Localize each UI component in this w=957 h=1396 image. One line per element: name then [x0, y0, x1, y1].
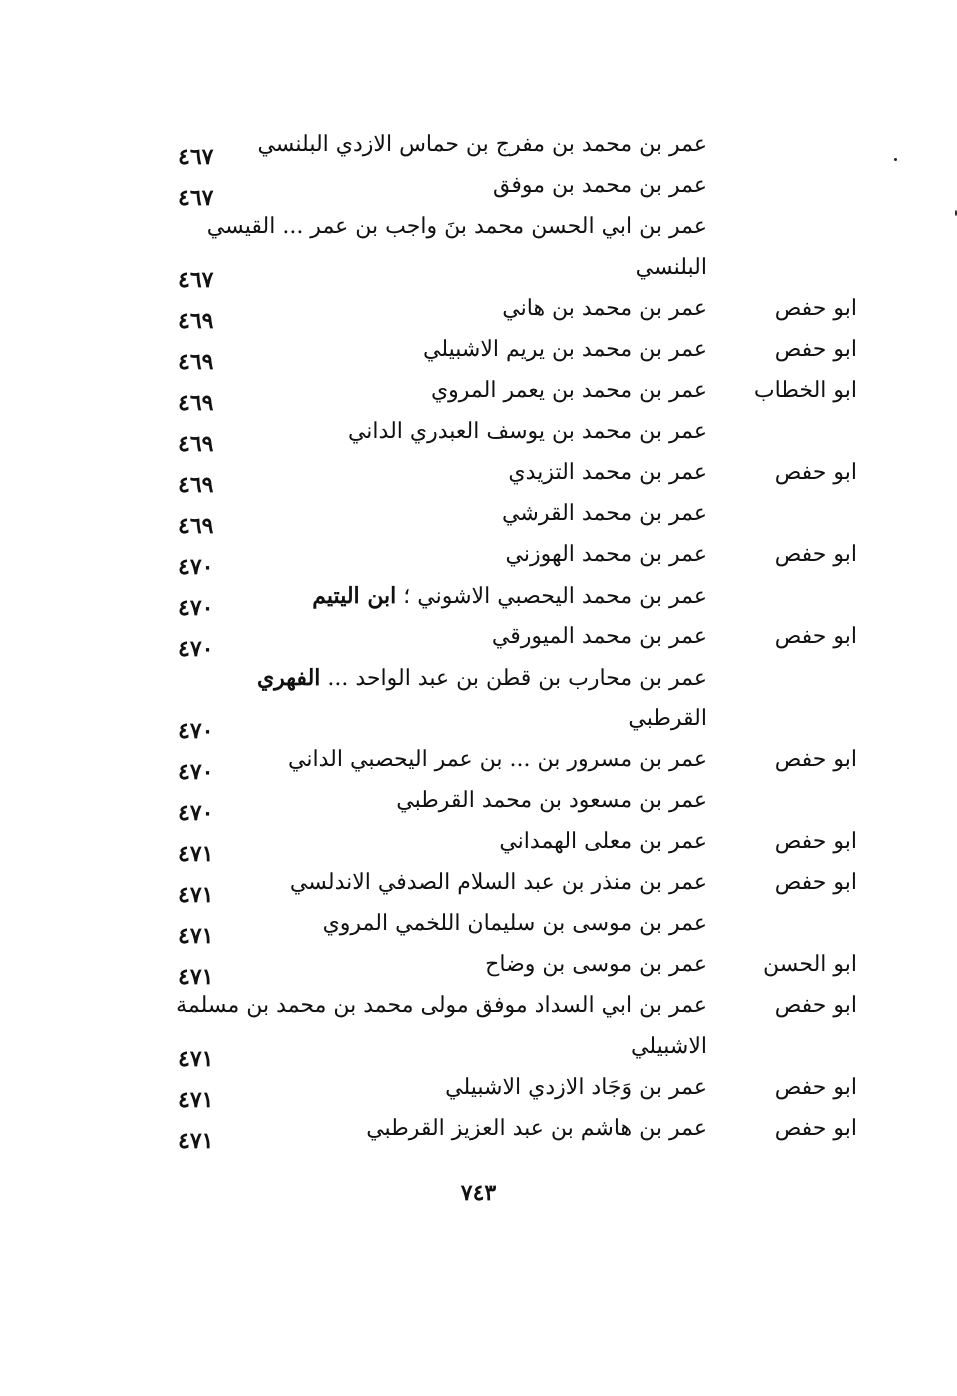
entry-kunya: ابو حفص	[774, 1075, 857, 1100]
entry-page-number: ٤٧٠	[178, 595, 214, 621]
entry-name	[323, 911, 707, 936]
entry-page-number: ٤٦٩	[178, 513, 214, 539]
entry-name	[290, 870, 707, 895]
entry-name	[431, 378, 707, 403]
entry-name-text: عمر بن محمد القرشي	[502, 501, 707, 526]
entry-kunya: ابو الخطاب	[753, 378, 857, 403]
entry-name-text: عمر بن وَجَاد الازدي الاشبيلي	[445, 1075, 707, 1100]
index-entry	[0, 419, 957, 460]
entry-name-text: عمر بن محمد بن يريم الاشبيلي	[423, 337, 707, 362]
entry-name-text: عمر بن مسرور بن ... بن عمر اليحصبي الداني	[288, 747, 707, 772]
entry-name	[366, 1116, 707, 1141]
entry-kunya: ابو حفص	[774, 1116, 857, 1141]
entry-name-text: عمر بن محمد بن مفرج بن حماس الازدي البلنسي	[257, 132, 707, 157]
entry-name-text: عمر بن ابي الحسن محمد بنَ واجب بن عمر ... القيسي	[206, 214, 707, 239]
index-entry	[0, 624, 957, 665]
entry-kunya: ابو حفص	[774, 747, 857, 772]
entry-name-text: عمر بن ابي السداد موفق مولى محمد بن محمد بن مسلمة	[176, 993, 707, 1018]
entry-name-text: عمر بن محمد بن يعمر المروي	[430, 378, 707, 403]
entry-name	[257, 132, 707, 157]
entry-page-number: ٤٦٧	[178, 185, 214, 211]
entry-page-number: ٤٧٠	[178, 759, 214, 785]
entry-name	[445, 1075, 707, 1100]
entry-name	[312, 583, 707, 609]
entry-kunya: ابو حفص	[774, 829, 857, 854]
entry-name	[508, 460, 707, 485]
entry-name-text: عمر بن محارب بن قطن بن عبد الواحد ...	[327, 666, 707, 691]
entry-name-text: عمر بن محمد الهوزني	[505, 542, 707, 567]
entry-page-number: ٤٧٠	[178, 718, 214, 744]
entry-page-number: ٤٧١	[178, 1128, 214, 1154]
index-entry	[0, 214, 957, 296]
entry-page-number: ٤٧١	[178, 964, 214, 990]
index-entry	[0, 542, 957, 583]
entry-name-text: عمر بن موسى بن وضاح	[485, 952, 707, 977]
entry-name	[502, 501, 707, 526]
entry-page-number: ٤٧١	[178, 1087, 214, 1113]
entry-name-bold: ابن اليتيم	[312, 583, 397, 609]
index-entry	[0, 911, 957, 952]
entry-page-number: ٤٦٩	[178, 349, 214, 375]
entry-page-number: ٤٧١	[178, 882, 214, 908]
entry-name-text: عمر بن محمد بن موفق	[493, 173, 707, 198]
entry-name-text: عمر بن محمد اليحصبي الاشوني ؛	[403, 584, 707, 609]
index-entry	[0, 1075, 957, 1116]
index-entry	[0, 460, 957, 501]
entry-page-number: ٤٦٩	[178, 472, 214, 498]
index-entry	[0, 173, 957, 214]
entry-kunya: ابو حفص	[774, 460, 857, 485]
entry-name	[288, 747, 707, 772]
entry-kunya: ابو حفص	[774, 296, 857, 321]
entry-kunya: ابو حفص	[774, 624, 857, 649]
entry-name-text: عمر بن معلى الهمداني	[499, 829, 707, 854]
entry-page-number: ٤٦٩	[178, 308, 214, 334]
entry-kunya: ابو حفص	[774, 542, 857, 567]
index-entry	[0, 993, 957, 1075]
index-entry	[0, 296, 957, 337]
index-entry	[0, 1116, 957, 1157]
entry-kunya: ابو حفص	[774, 870, 857, 895]
entry-page-number: ٤٦٧	[178, 144, 214, 170]
index-entry	[0, 337, 957, 378]
entry-page-number: ٤٧٠	[178, 800, 214, 826]
footer-page-number: ٧٤٣	[460, 1180, 497, 1206]
entry-name-text: عمر بن محمد بن يوسف العبدري الداني	[347, 419, 707, 444]
entry-name-bold: الفهري	[256, 665, 321, 691]
index-entry	[0, 952, 957, 993]
index-entry	[0, 788, 957, 829]
entry-name-text: عمر بن منذر بن عبد السلام الصدفي الاندلسي	[289, 870, 707, 895]
entry-name-text: عمر بن محمد الميورقي	[491, 624, 707, 649]
entry-name-text: عمر بن هاشم بن عبد العزيز القرطبي	[366, 1116, 707, 1141]
entry-name	[499, 829, 707, 854]
entry-page-number: ٤٧١	[178, 841, 214, 867]
entry-name	[502, 296, 707, 321]
entry-kunya: ابو الحسن	[763, 952, 857, 977]
entry-name-text: عمر بن محمد بن هاني	[502, 296, 707, 321]
entry-name-continuation: البلنسي	[635, 255, 707, 280]
entry-page-number: ٤٧٠	[178, 554, 214, 580]
entry-name	[257, 665, 707, 691]
entry-page-number: ٤٧١	[178, 1046, 214, 1072]
index-entry	[0, 665, 957, 747]
entry-name-text: عمر بن مسعود بن محمد القرطبي	[396, 788, 707, 813]
entry-name-continuation: الاشبيلي	[631, 1034, 707, 1059]
entry-name	[506, 542, 708, 567]
index-entry	[0, 829, 957, 870]
entry-name	[485, 952, 707, 977]
entry-name	[176, 993, 707, 1018]
entry-name	[348, 419, 707, 444]
index-entry	[0, 378, 957, 419]
entry-name-text: عمر بن موسى بن سليمان اللخمي المروي	[322, 911, 707, 936]
entry-page-number: ٤٦٩	[178, 431, 214, 457]
entry-name	[492, 624, 707, 649]
entry-name-continuation: القرطبي	[628, 706, 707, 731]
entry-page-number: ٤٧١	[178, 923, 214, 949]
entry-page-number: ٤٦٩	[178, 390, 214, 416]
entry-name	[423, 337, 707, 362]
entry-name	[396, 788, 707, 813]
entry-name-text: عمر بن محمد التزيدي	[508, 460, 707, 485]
index-entry	[0, 132, 957, 173]
index-entry	[0, 501, 957, 542]
entry-page-number: ٤٧٠	[178, 636, 214, 662]
entry-page-number: ٤٦٧	[178, 267, 214, 293]
entry-name	[493, 173, 707, 198]
entry-name	[207, 214, 707, 239]
entry-kunya: ابو حفص	[774, 993, 857, 1018]
index-entry	[0, 747, 957, 788]
entry-kunya: ابو حفص	[774, 337, 857, 362]
index-entry	[0, 870, 957, 911]
index-entry	[0, 583, 957, 624]
